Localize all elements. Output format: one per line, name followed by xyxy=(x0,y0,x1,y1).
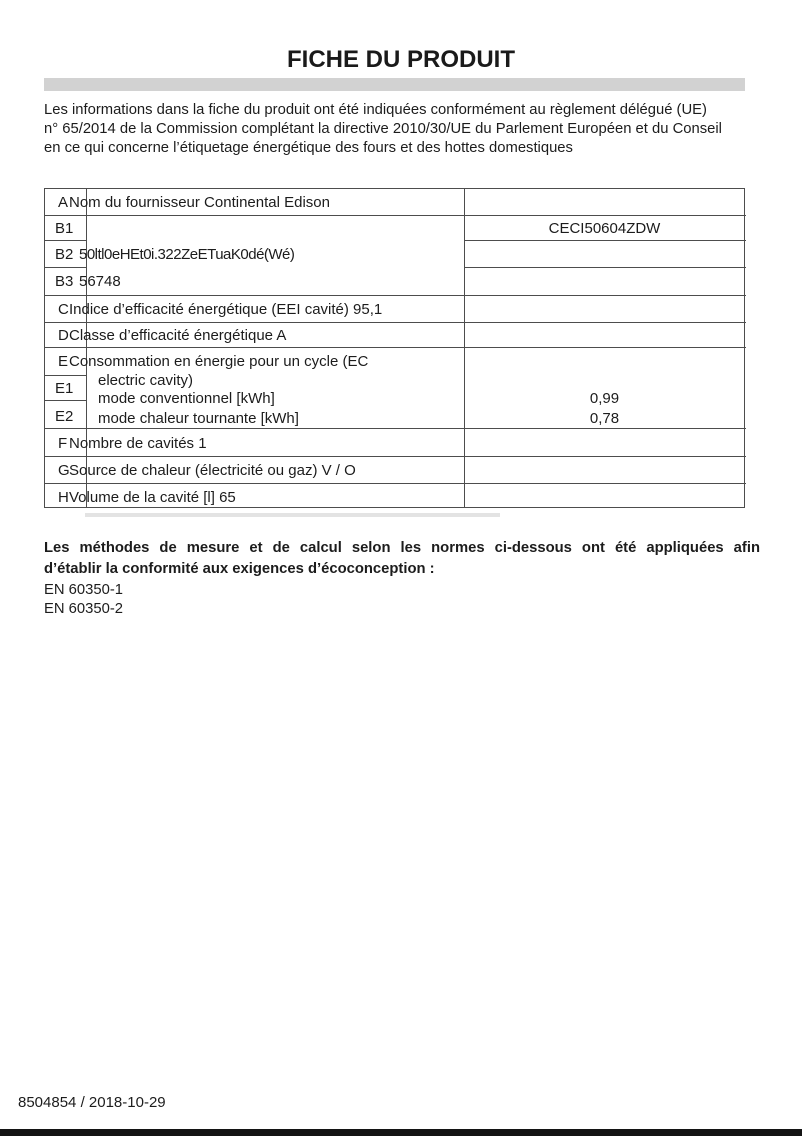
row-e1-value: 0,99 xyxy=(589,390,620,407)
table-gridline-value-b1-b2 xyxy=(464,240,746,241)
row-c-label: Indice d’efficacité énergétique (EEI cavité) 95,1 xyxy=(69,301,383,318)
table-gridline-vertical-codes xyxy=(86,189,87,507)
table-gridline-value-b2-b3 xyxy=(464,267,746,268)
table-gridline-row-d-bottom xyxy=(45,347,746,348)
table-gridline-b1-b2 xyxy=(45,240,86,241)
row-e2-code: E2 xyxy=(55,408,74,425)
row-f-label: Nombre de cavités 1 xyxy=(69,435,207,452)
standard-en-60350-2: EN 60350-2 xyxy=(44,601,123,617)
row-b1-value: CECI50604ZDW xyxy=(548,220,661,237)
row-b2-code: B2 xyxy=(55,246,74,263)
row-a-label: Nom du fournisseur Continental Edison xyxy=(69,194,330,211)
page-title: FICHE DU PRODUIT xyxy=(287,46,515,73)
methods-paragraph xyxy=(44,538,760,580)
row-e2-value: 0,78 xyxy=(589,410,620,427)
table-gridline-e-e1 xyxy=(45,375,86,376)
table-gridline-b2-b3 xyxy=(45,267,86,268)
row-e1-label: mode conventionnel [kWh] xyxy=(98,390,275,407)
intro-paragraph xyxy=(44,101,764,158)
row-b3-text: 56748 xyxy=(79,273,121,290)
table-gridline-row-g-bottom xyxy=(45,483,746,484)
row-e2-label: mode chaleur tournante [kWh] xyxy=(98,410,299,427)
row-g-code: G xyxy=(58,462,70,479)
row-e-code: E xyxy=(58,353,69,370)
row-h-code: H xyxy=(58,489,69,506)
table-gridline-row-a-bottom xyxy=(45,215,746,216)
product-data-table xyxy=(44,188,745,508)
row-b1-code: B1 xyxy=(55,220,74,237)
title-underline-bar xyxy=(44,78,745,91)
row-c-code: C xyxy=(58,301,69,318)
methods-line-1: Les méthodes de mesure et de calcul selon les normes ci-dessous ont été appliquées afin xyxy=(44,540,760,556)
document-reference: 8504854 / 2018-10-29 xyxy=(18,1094,166,1111)
row-h-label: Volume de la cavité [l] 65 xyxy=(69,489,236,506)
row-g-label: Source de chaleur (électricité ou gaz) V / O xyxy=(69,462,356,479)
table-gridline-row-b3-bottom xyxy=(45,295,746,296)
table-gridline-e1-e2 xyxy=(45,400,86,401)
row-b2-text: 50ltl0eHEt0i.322ZeETuaK0dé(Wé) xyxy=(79,246,295,263)
methods-line-2: d’établir la conformité aux exigences d’écoconception : xyxy=(44,561,435,577)
table-shadow-artifact xyxy=(85,513,500,517)
row-d-label: Classe d’efficacité énergétique A xyxy=(69,327,287,344)
row-d-code: D xyxy=(58,327,69,344)
intro-line-1: Les informations dans la fiche du produit ont été indiquées conformément au règlement délégué (UE) xyxy=(44,102,707,118)
row-e1-code: E1 xyxy=(55,380,74,397)
standard-en-60350-1: EN 60350-1 xyxy=(44,582,123,598)
page-bottom-bar xyxy=(0,1129,802,1136)
row-e-label: Consommation en énergie pour un cycle (EC xyxy=(69,353,369,370)
row-f-code: F xyxy=(58,435,68,452)
table-gridline-row-e-bottom xyxy=(45,428,746,429)
row-e-label-line2: electric cavity) xyxy=(98,372,194,389)
table-gridline-row-f-bottom xyxy=(45,456,746,457)
row-b3-code: B3 xyxy=(55,273,74,290)
row-a-code: A xyxy=(58,194,69,211)
standards-list xyxy=(44,581,123,619)
intro-line-3: en ce qui concerne l’étiquetage énergétique des fours et des hottes domestiques xyxy=(44,140,573,156)
intro-line-2: n° 65/2014 de la Commission complétant la directive 2010/30/UE du Parlement Européen et du Conseil xyxy=(44,121,722,137)
table-gridline-row-c-bottom xyxy=(45,322,746,323)
